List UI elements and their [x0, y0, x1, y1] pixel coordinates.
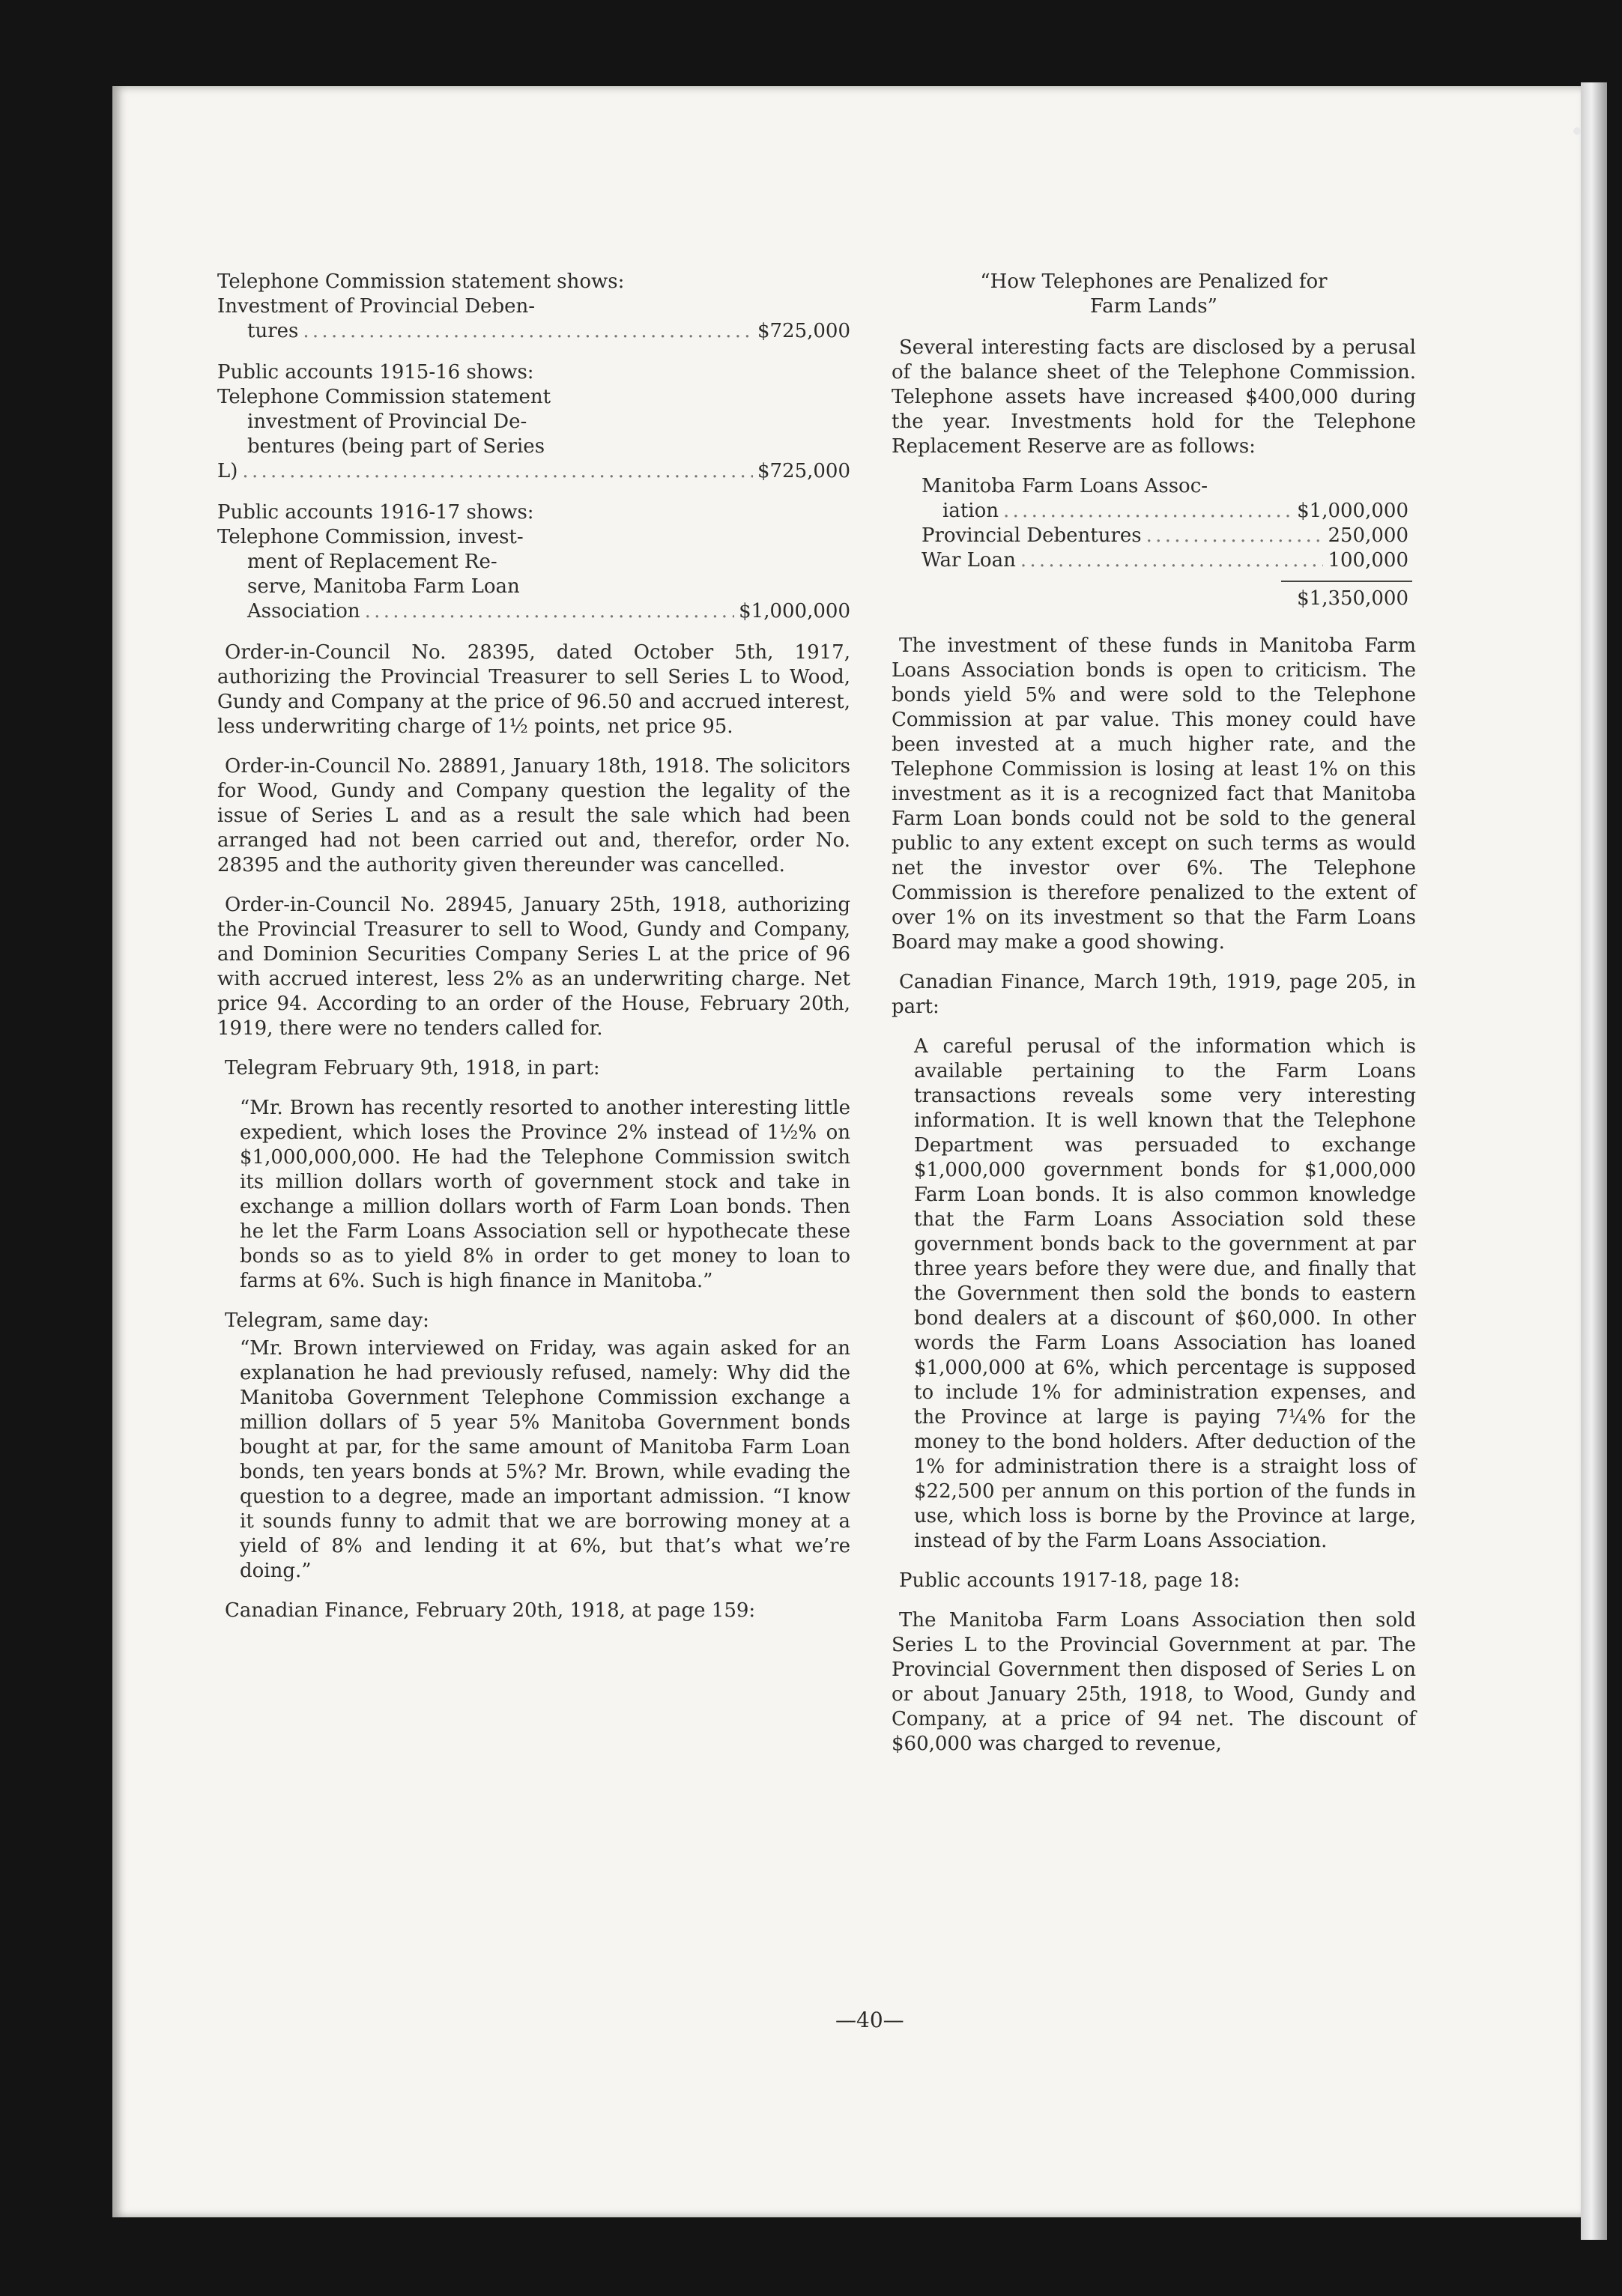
leader-dots: [1146, 524, 1324, 548]
criticism-paragraph: The investment of these funds in Manitoba Farm Loans Association bonds is open to criticism. The bonds yield 5% and were sold to the Telephone Commission at par value. This money could have been invested at a much higher rate, and the Telephone Commission is losing at least 1% on this investment as it is a recognized fact that Manitoba Farm Loan bonds could not be sold to the general public to any extent except on such terms as would net the investor over 6%. The Telephone Commission is therefore penalized to the extent of over 1% on its investment so that the Farm Loans Board may make a good showing.: [892, 634, 1416, 954]
canadian-finance-1919-citation: Canadian Finance, March 19th, 1919, page 205, in part:: [892, 971, 1416, 1018]
right-column: [892, 270, 1416, 1772]
order-in-council-28395: Order-in-Council No. 28395, dated October 5th, 1917, authorizing the Provincial Treasurer to sell Series L to Wood, Gundy and Company at the price of 96.50 and accrued interest, less underwriting charge of 1½ points, net price 95.: [217, 641, 850, 738]
statement-line: serve, Manitoba Farm Loan: [247, 575, 520, 598]
statement-line: Public accounts 1916-17 shows:: [217, 501, 534, 524]
leader-dots: [1020, 548, 1324, 573]
public-accounts-1917-18-citation: Public accounts 1917-18, page 18:: [899, 1569, 1241, 1592]
investment-amount: 250,000: [1328, 524, 1408, 547]
leader-dots: [1003, 499, 1292, 524]
investment-amount: $1,000,000: [1297, 500, 1408, 522]
investment-label: iation: [942, 500, 999, 522]
investment-row: [922, 548, 1408, 573]
investment-row: [922, 499, 1408, 524]
telegram-same-day-quote: “Mr. Brown interviewed on Friday, was again asked for an explanation he had previously refused, namely: Why did the Manitoba Government Telephone Commission exchange a million dollars of 5 year 5% Manitoba Government bonds bought at par, for the same amount of Manitoba Farm Loan bonds, ten years bonds at 5%? Mr. Brown, while evading the question to a degree, made an important admission. “I know it sounds funny to admit that we are borrowing money at a yield of 8% and lending it at 6%, but that’s what we’re doing.”: [240, 1337, 850, 1582]
telegram-quote: “Mr. Brown has recently resorted to another interesting little expedient, which loses the Province 2% instead of 1½% on $1,000,000,000. He had the Telephone Commission switch its million dollars worth of government stock and take in exchange a million dollars worth of Farm Loan bonds. Then he let the Farm Loans Association sell or hypothecate these bonds so as to yield 8% in order to get money to loan to farms at 6%. Such is high finance in Manitoba.”: [240, 1097, 850, 1292]
investments-total: $1,350,000: [1297, 587, 1408, 610]
statement-line: Investment of Provincial Deben-: [217, 295, 535, 318]
heading-line: Farm Lands”: [1090, 295, 1217, 318]
row-label: tures: [247, 320, 299, 342]
investment-amount: 100,000: [1328, 549, 1408, 572]
canadian-finance-quote: A careful perusal of the information which is available pertaining to the Farm Loans transactions reveals some very interesting information. It is well known that the Telephone Department was persuaded to exchange $1,000,000 government bonds for $1,000,000 Farm Loan bonds. It is also common knowledge that the Farm Loans Association sold these government bonds back to the government at par three years before they were due, and finally that the Government then sold the bonds to eastern bond dealers at a discount of $60,000. In other words the Farm Loans Association has loaned $1,000,000 at 6%, which percentage is supposed to include 1% for administration expenses, and the Province at large is paying 7¼% for the money to the bond holders. After deduction of the 1% for administration there is a straight loss of $22,500 per annum on this portion of the funds in use, which loss is borne by the Province at large, instead of by the Farm Loans Association.: [914, 1035, 1416, 1552]
statement-amount-row: [217, 319, 850, 344]
statement-line: ment of Replacement Re-: [247, 551, 497, 573]
investment-label: Provincial Debentures: [922, 524, 1142, 547]
statement-line: Telephone Commission, invest-: [217, 526, 524, 548]
leader-dots: [365, 599, 734, 624]
row-label: L): [217, 460, 238, 482]
telegram-intro: Telegram February 9th, 1918, in part:: [225, 1057, 600, 1079]
statement-line: bentures (being part of Series: [247, 435, 545, 458]
row-label: Association: [247, 600, 360, 623]
balance-sheet-paragraph: Several interesting facts are disclosed by a perusal of the balance sheet of the Telephone Commission. Telephone assets have increased $400,000 during the year. Investments hold for the Telephone Replacement Reserve are as follows:: [892, 336, 1416, 458]
public-accounts-1916-17: [217, 500, 850, 624]
article-heading: [892, 270, 1416, 319]
statement-line: investment of Provincial De-: [247, 411, 527, 433]
investment-label: War Loan: [922, 549, 1016, 572]
total-rule: [1281, 581, 1412, 582]
series-l-sale-paragraph: The Manitoba Farm Loans Association then sold Series L to the Provincial Government at par. The Provincial Government then disposed of Series L on or about January 25th, 1918, to Wood, Gundy and Company, at a price of 94 net. The discount of $60,000 was charged to revenue,: [892, 1609, 1416, 1755]
row-amount: $725,000: [757, 320, 850, 342]
heading-line: “How Telephones are Penalized for: [980, 270, 1328, 293]
order-in-council-28891: Order-in-Council No. 28891, January 18th, 1918. The solicitors for Wood, Gundy and Company question the legality of the issue of Series L and as a result the sale which had been arranged had not been carried out and, therefor, order No. 28395 and the authority given thereunder was cancelled.: [217, 755, 850, 876]
telegram-same-day-intro: Telegram, same day:: [225, 1309, 429, 1332]
page-number: —40—: [835, 2008, 904, 2032]
leader-dots: [303, 319, 753, 344]
row-amount: $725,000: [757, 460, 850, 482]
investment-row: [922, 524, 1408, 548]
investments-table: [922, 474, 1408, 573]
statement-line: Telephone Commission statement: [217, 386, 551, 408]
statement-line: Telephone Commission statement shows:: [217, 270, 625, 293]
statement-amount-row: [217, 459, 850, 484]
telephone-commission-statement: [217, 270, 850, 344]
statement-amount-row: [217, 599, 850, 624]
left-column: [217, 270, 850, 1638]
row-amount: $1,000,000: [739, 600, 850, 623]
order-in-council-28945: Order-in-Council No. 28945, January 25th, 1918, authorizing the Provincial Treasurer to sell to Wood, Gundy and Company, and Dominion Securities Company Series L at the price of 96 with accrued interest, less 2% as an underwriting charge. Net price 94. According to an order of the House, February 20th, 1919, there were no tenders called for.: [217, 894, 850, 1040]
canadian-finance-citation: Canadian Finance, February 20th, 1918, at page 159:: [225, 1599, 756, 1622]
leader-dots: [242, 459, 753, 484]
dust-speck: [1573, 127, 1581, 135]
public-accounts-1915-16: [217, 360, 850, 484]
book-spine: [1581, 82, 1607, 2240]
investment-label-line: Manitoba Farm Loans Assoc-: [922, 475, 1208, 497]
statement-line: Public accounts 1915-16 shows:: [217, 361, 534, 384]
